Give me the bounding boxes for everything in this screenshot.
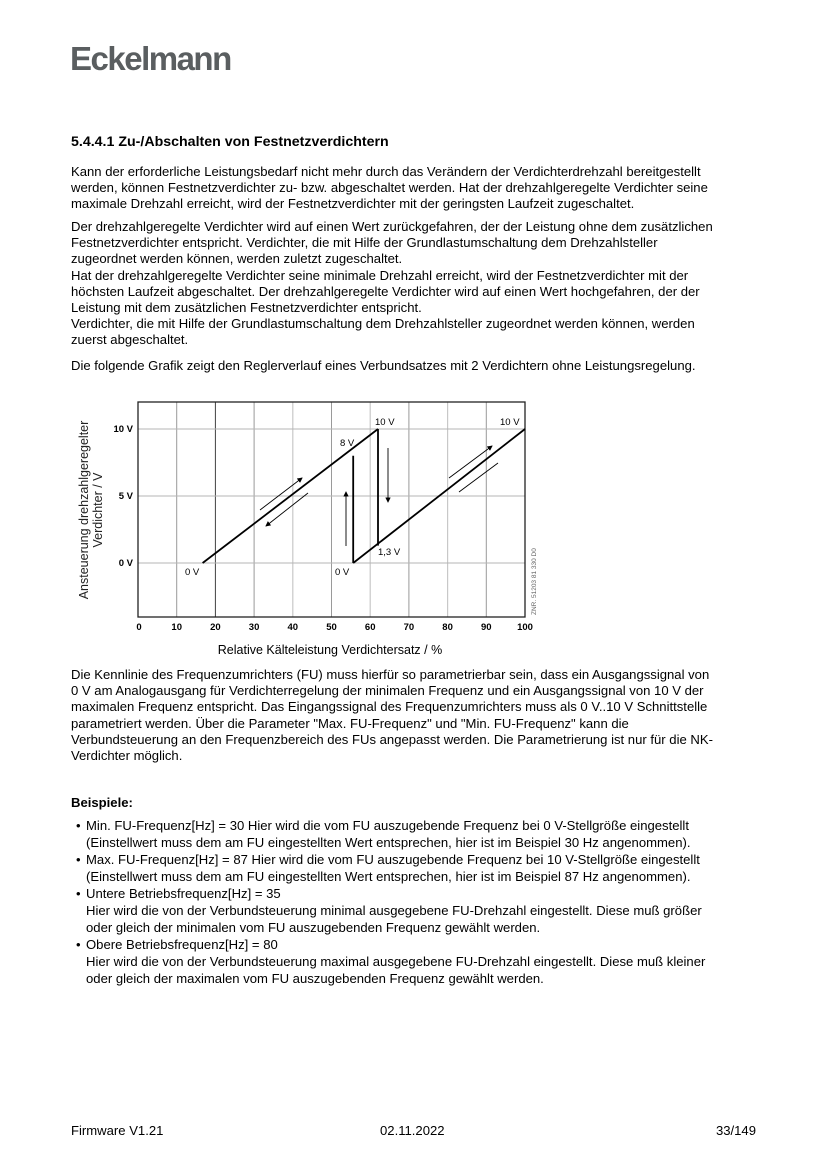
x-tick: 30 xyxy=(248,622,260,633)
text-line: Hier wird die von der Verbundsteuerung minimal ausgegebene FU-Drehzahl eingestellt. Diese muß größer xyxy=(86,903,702,918)
x-tick: 60 xyxy=(364,622,376,633)
annotation-10v-mid: 10 V xyxy=(375,417,395,428)
y-tick-10v: 10 V xyxy=(113,424,133,435)
paragraph-1 xyxy=(71,164,761,213)
list-item xyxy=(71,936,771,987)
text-line: maximalen Frequenz entspricht. Das Eingangssignal des Frequenzumrichters muss als 0 V..10 V Schnittstelle xyxy=(71,699,708,715)
list-item xyxy=(71,885,771,936)
text-line: Verdichter, die mit Hilfe der Grundlastumschaltung dem Drehzahlsteller zugeordnet werden können, werden xyxy=(71,316,695,332)
text-line: (Einstellwert muss dem am FU eingestellten Wert entsprechen, hier ist im Beispiel 87 Hz angenommen). xyxy=(86,869,691,884)
footer-page-number: 33/149 xyxy=(715,1123,756,1138)
x-tick: 10 xyxy=(171,622,182,633)
text-line: Die Kennlinie des Frequenzumrichters (FU) muss hierfür so parametrierbar sein, dass ein Ausgangssignal von xyxy=(71,667,710,682)
text-line: Die folgende Grafik zeigt den Reglerverlauf eines Verbundsatzes mit 2 Verdichtern ohne Leistungsregelung. xyxy=(71,358,696,373)
text-line: parametriert werden. Über die Parameter "Max. FU-Frequenz" und "Min. FU-Frequenz" kann die xyxy=(71,715,629,731)
bullet-icon: • xyxy=(76,937,81,952)
examples-list xyxy=(71,817,771,987)
x-tick: 90 xyxy=(481,622,492,633)
footer-date: 02.11.2022 xyxy=(380,1123,445,1138)
x-tick: 50 xyxy=(326,622,337,633)
text-line: maximale Drehzahl erreicht, wird der Festnetzverdichter mit der geringsten Laufzeit zugeschaltet. xyxy=(71,196,635,212)
examples-heading: Beispiele: xyxy=(71,795,133,810)
text-line: Max. FU-Frequenz[Hz] = 87 Hier wird die vom FU auszugebende Frequenz bei 10 V-Stellgröße eingestellt xyxy=(86,852,700,867)
bullet-icon: • xyxy=(76,852,81,867)
list-item xyxy=(71,851,771,885)
bullet-icon: • xyxy=(76,886,81,901)
controller-curve-chart xyxy=(60,395,550,665)
text-line: Min. FU-Frequenz[Hz] = 30 Hier wird die vom FU auszugebende Frequenz bei 0 V-Stellgröße eingestellt xyxy=(86,818,689,833)
annotation-8v: 8 V xyxy=(340,438,355,449)
text-line: Kann der erforderliche Leistungsbedarf nicht mehr durch das Verändern der Verdichterdrehzahl bereitgestellt xyxy=(71,164,701,179)
text-line: Festnetzverdichter entspricht. Verdichter, die mit Hilfe der Grundlastumschaltung dem Drehzahlsteller xyxy=(71,235,658,251)
paragraph-3 xyxy=(71,358,761,374)
footer-firmware: Firmware V1.21 xyxy=(71,1123,164,1138)
x-axis-label: Relative Kälteleistung Verdichtersatz / % xyxy=(217,643,443,657)
drawing-number: ZNR. 51203 81 330 D0 xyxy=(531,548,538,615)
text-line: Hier wird die von der Verbundsteuerung maximal ausgegebene FU-Drehzahl eingestellt. Diese muß kleiner xyxy=(86,954,706,969)
text-line: Leistung mit dem zusätzlichen Festnetzverdichter entspricht. xyxy=(71,300,422,316)
text-line: oder gleich der minimalen vom FU auszugebenden Frequenz gewählt werden. xyxy=(86,920,541,935)
list-item xyxy=(71,817,771,851)
x-tick: 20 xyxy=(210,622,221,633)
y-tick-5v: 5 V xyxy=(118,491,133,502)
annotation-1-3v: 1,3 V xyxy=(378,547,401,558)
annotation-0v-mid: 0 V xyxy=(335,567,350,578)
y-axis-label-line1: Ansteuerung drehzahlgeregelter xyxy=(77,420,91,600)
x-tick: 0 xyxy=(136,622,142,633)
text-line: zugeordnet werden können, werden zuletzt zugeschaltet. xyxy=(71,251,403,267)
x-tick: 40 xyxy=(287,622,299,633)
section-heading: 5.4.4.1 Zu-/Abschalten von Festnetzverdichtern xyxy=(71,134,389,150)
x-tick: 100 xyxy=(517,622,533,633)
text-line: (Einstellwert muss dem am FU eingestellten Wert entsprechen, hier ist im Beispiel 30 Hz angenommen). xyxy=(86,835,691,850)
eckelmann-logo: Eckelmann xyxy=(70,40,231,77)
y-tick-0v: 0 V xyxy=(118,558,133,569)
x-tick: 80 xyxy=(442,622,453,633)
text-line: Obere Betriebsfrequenz[Hz] = 80 xyxy=(86,937,278,952)
bullet-icon: • xyxy=(76,818,81,833)
text-line: Der drehzahlgeregelte Verdichter wird auf einen Wert zurückgefahren, der der Leistung ohne dem zusätzlichen xyxy=(71,219,713,234)
text-line: werden, können Festnetzverdichter zu- bzw. abgeschaltet werden. Hat der drehzahlgeregelte Verdichter seine xyxy=(71,180,708,196)
paragraph-fu xyxy=(71,667,761,764)
annotation-10v-right: 10 V xyxy=(500,417,520,428)
text-line: Verbundsteuerung an den Frequenzbereich des FUs angepasst werden. Die Parametrierung ist nur für die NK- xyxy=(71,731,713,747)
text-line: Hat der drehzahlgeregelte Verdichter seine minimale Drehzahl erreicht, wird der Festnetzverdichter mit der xyxy=(71,267,689,283)
y-axis-label-line2: Verdichter / V xyxy=(91,472,105,548)
x-tick: 70 xyxy=(403,622,415,633)
text-line: zuerst abgeschaltet. xyxy=(71,332,189,348)
text-line: Untere Betriebsfrequenz[Hz] = 35 xyxy=(86,886,281,901)
text-line: 0 V am Analogausgang für Verdichterregelung der minimalen Frequenz und ein Ausgangssignal von 10 V der xyxy=(71,683,704,699)
paragraph-2 xyxy=(71,219,761,349)
text-line: Verdichter möglich. xyxy=(71,748,183,764)
text-line: höchsten Laufzeit abgeschaltet. Der drehzahlgeregelte Verdichter wird auf einen Wert hochgefahren, der der xyxy=(71,283,700,299)
annotation-0v-left: 0 V xyxy=(185,567,200,578)
text-line: oder gleich der maximalen vom FU auszugebenden Frequenz gewählt werden. xyxy=(86,971,544,986)
